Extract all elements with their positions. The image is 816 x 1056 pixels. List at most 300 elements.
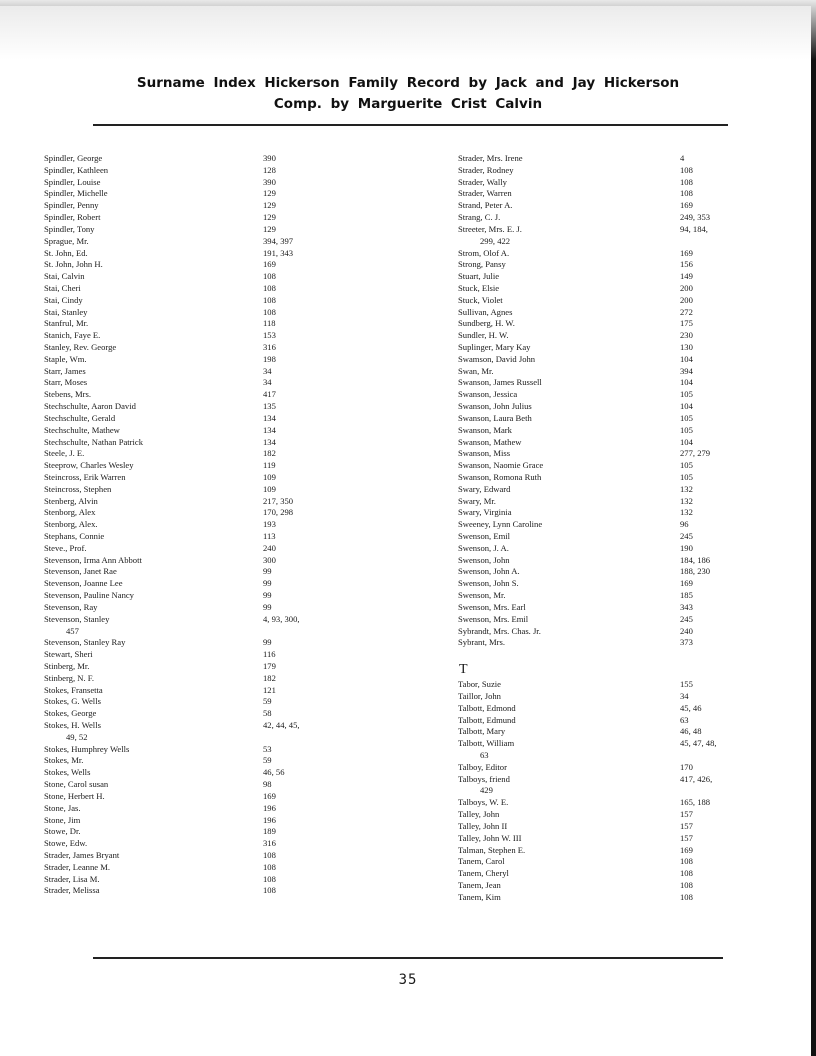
index-entry <box>458 224 748 248</box>
entry-name: Sundberg, H. W. <box>458 318 515 329</box>
entry-name: Swanson, James Russell <box>458 377 542 388</box>
entry-name: Stenberg, Alvin <box>44 495 98 506</box>
index-entry <box>458 856 748 868</box>
entry-pages: 45, 47, 48, <box>680 738 717 749</box>
entry-name: Stevenson, Pauline Nancy <box>44 590 134 601</box>
entry-pages: 134 <box>263 424 276 435</box>
index-entry <box>44 318 324 330</box>
entry-pages: 417, 426, <box>680 773 713 784</box>
entry-name: Swanson, Romona Ruth <box>458 471 542 482</box>
entry-pages: 240 <box>680 625 693 636</box>
entry-name: Spindler, Robert <box>44 212 101 223</box>
entry-name: St. John, Ed. <box>44 247 88 258</box>
entry-pages: 108 <box>263 885 276 896</box>
entry-pages: 185 <box>680 590 693 601</box>
entry-name: Stanfrul, Mr. <box>44 318 89 329</box>
index-entry <box>44 874 324 886</box>
index-entry <box>458 555 748 567</box>
index-entry <box>458 845 748 857</box>
index-entry <box>44 330 324 342</box>
entry-pages-continued: 429 <box>480 785 493 796</box>
entry-pages: 58 <box>263 708 272 719</box>
entry-pages-continued: 49, 52 <box>66 731 88 742</box>
index-entry <box>44 354 324 366</box>
index-entry <box>44 496 324 508</box>
index-entry <box>44 366 324 378</box>
entry-name: Swenson, Emil <box>458 531 511 541</box>
index-entry <box>458 868 748 880</box>
index-entry <box>44 271 324 283</box>
entry-name: Sweeney, Lynn Caroline <box>458 519 543 530</box>
index-entry <box>458 614 748 626</box>
entry-pages: 200 <box>680 294 693 305</box>
entry-name: Strader, Leanne M. <box>44 861 110 872</box>
page-number: 35 <box>398 972 418 988</box>
entry-name: Stokes, Humphrey Wells <box>44 743 130 754</box>
entry-pages: 105 <box>680 389 693 400</box>
index-entry <box>44 543 324 555</box>
entry-name: Swary, Edward <box>458 483 511 494</box>
index-entry <box>458 496 748 508</box>
entry-pages: 130 <box>680 342 693 352</box>
entry-name: Tanem, Jean <box>458 879 501 890</box>
entry-pages: 390 <box>263 176 276 187</box>
entry-name: Sundler, H. W. <box>458 330 509 341</box>
entry-name: Swenson, J. A. <box>458 542 509 553</box>
entry-name: Stenborg, Alex <box>44 507 96 518</box>
entry-name: Strong, Pansy <box>458 259 506 270</box>
entry-pages: 34 <box>680 690 689 701</box>
index-entry <box>458 566 748 578</box>
entry-pages: 99 <box>263 637 272 648</box>
entry-pages: 4 <box>680 153 685 163</box>
entry-name: Stowe, Dr. <box>44 826 81 837</box>
entry-name: Staple, Wm. <box>44 353 87 364</box>
entry-pages: 116 <box>263 649 276 660</box>
entry-pages: 134 <box>263 412 276 423</box>
index-entry <box>458 821 748 833</box>
entry-name: Stechschulte, Aaron David <box>44 401 136 412</box>
entry-pages: 119 <box>263 460 276 471</box>
entry-pages: 196 <box>263 814 276 825</box>
entry-pages: 63 <box>680 714 689 725</box>
index-entry <box>458 437 748 449</box>
index-entry <box>44 425 324 437</box>
entry-pages: 217, 350 <box>263 495 294 506</box>
entry-name: Steeprow, Charles Wesley <box>44 460 134 471</box>
entry-name: Talman, Stephen E. <box>458 844 526 855</box>
entry-pages: 53 <box>263 743 272 754</box>
index-entry <box>44 637 324 649</box>
index-entry <box>44 177 324 189</box>
index-entry <box>44 862 324 874</box>
index-entry <box>458 797 748 809</box>
index-entry <box>458 880 748 892</box>
entry-pages: 108 <box>263 282 276 293</box>
entry-pages: 108 <box>263 306 276 317</box>
entry-pages: 169 <box>263 790 276 801</box>
index-entry <box>458 472 748 484</box>
index-entry <box>458 259 748 271</box>
entry-name: Starr, Moses <box>44 377 88 388</box>
entry-pages: 108 <box>263 294 276 305</box>
entry-pages: 169 <box>680 578 693 589</box>
entry-pages: 191, 343 <box>263 247 294 258</box>
entry-pages: 169 <box>263 259 276 270</box>
index-entry <box>44 519 324 531</box>
index-column-left <box>44 153 324 897</box>
entry-name: Stokes, G. Wells <box>44 696 101 707</box>
entry-name: Stai, Calvin <box>44 271 85 282</box>
entry-pages: 99 <box>263 566 272 577</box>
index-entry <box>458 519 748 531</box>
entry-pages: 155 <box>680 679 693 690</box>
index-entry <box>458 726 748 738</box>
index-entry <box>44 212 324 224</box>
entry-name: Swary, Virginia <box>458 507 512 518</box>
entry-pages: 249, 353 <box>680 212 711 223</box>
index-entry <box>458 283 748 295</box>
entry-name: Stai, Cheri <box>44 282 81 293</box>
entry-name: Talbott, Edmund <box>458 714 516 725</box>
entry-name: Swanson, John Julius <box>458 401 532 412</box>
entry-name: Stowe, Edw. <box>44 838 88 849</box>
entry-name: Strader, Wally <box>458 176 507 187</box>
entry-pages-continued: 299, 422 <box>480 235 511 246</box>
index-entry <box>44 779 324 791</box>
entry-pages: 175 <box>680 318 693 329</box>
index-entry <box>44 555 324 567</box>
entry-name: Stinberg, Mr. <box>44 660 90 671</box>
index-entry <box>44 342 324 354</box>
entry-pages: 196 <box>263 802 276 813</box>
index-entry <box>44 224 324 236</box>
entry-pages: 94, 184, <box>680 223 708 234</box>
index-entry <box>458 590 748 602</box>
index-entry <box>44 307 324 319</box>
entry-pages: 59 <box>263 696 272 707</box>
entry-pages: 240 <box>263 542 276 553</box>
entry-pages: 113 <box>263 531 276 541</box>
index-entry <box>44 389 324 401</box>
index-entry <box>458 212 748 224</box>
entry-name: Talbott, William <box>458 738 515 749</box>
entry-pages: 104 <box>680 401 693 412</box>
entry-name: Talbott, Edmond <box>458 702 516 713</box>
entry-name: Swenson, Mrs. Earl <box>458 601 526 612</box>
document-title: Surname Index Hickerson Family Record by Jack and Jay Hickerson <box>136 75 680 91</box>
entry-name: Strang, C. J. <box>458 212 501 223</box>
entry-pages: 394, 397 <box>263 235 294 246</box>
index-entry <box>44 200 324 212</box>
entry-name: Swamson, David John <box>458 353 536 364</box>
index-entry <box>458 377 748 389</box>
index-entry <box>44 531 324 543</box>
index-entry <box>458 679 748 691</box>
entry-name: Stuart, Julie <box>458 271 500 282</box>
entry-pages: 417 <box>263 389 276 400</box>
index-entry <box>44 590 324 602</box>
index-entry <box>458 602 748 614</box>
entry-name: Stechschulte, Nathan Patrick <box>44 436 144 447</box>
entry-name: Talley, John II <box>458 820 508 831</box>
entry-pages: 4, 93, 300, <box>263 613 300 624</box>
index-entry <box>44 673 324 685</box>
entry-name: Stone, Carol susan <box>44 779 109 790</box>
entry-name: Stokes, George <box>44 708 97 719</box>
index-entry <box>44 259 324 271</box>
index-entry <box>44 767 324 779</box>
index-entry <box>458 738 748 762</box>
entry-name: Stokes, Mr. <box>44 755 84 766</box>
entry-pages: 190 <box>680 542 693 553</box>
entry-pages: 132 <box>680 507 693 518</box>
entry-pages: 179 <box>263 660 276 671</box>
scan-shadow <box>0 0 816 60</box>
entry-name: Sybrant, Mrs. <box>458 637 506 648</box>
index-entry <box>458 366 748 378</box>
entry-name: Stone, Jas. <box>44 802 81 813</box>
index-entry <box>458 762 748 774</box>
index-entry <box>458 774 748 798</box>
entry-pages: 373 <box>680 637 693 648</box>
index-entry <box>458 892 748 904</box>
entry-pages: 156 <box>680 259 693 270</box>
index-entry <box>44 661 324 673</box>
entry-name: Suplinger, Mary Kay <box>458 342 531 352</box>
entry-pages: 108 <box>680 176 693 187</box>
entry-name: Stevenson, Stanley <box>44 613 110 624</box>
entry-pages: 105 <box>680 424 693 435</box>
entry-pages: 99 <box>263 578 272 589</box>
entry-name: Strand, Peter A. <box>458 200 513 211</box>
entry-pages: 135 <box>263 401 276 412</box>
entry-pages: 99 <box>263 590 272 601</box>
entry-name: Sullivan, Agnes <box>458 306 513 317</box>
index-column-right <box>458 153 748 904</box>
entry-name: Sprague, Mr. <box>44 235 89 246</box>
entry-name: Stokes, Wells <box>44 767 91 778</box>
entry-name: Swenson, Mr. <box>458 590 506 601</box>
index-entry <box>44 413 324 425</box>
index-entry <box>44 236 324 248</box>
index-entry <box>458 330 748 342</box>
entry-pages: 104 <box>680 436 693 447</box>
entry-pages: 108 <box>680 856 693 867</box>
entry-name: Stevenson, Irma Ann Abbott <box>44 554 142 565</box>
entry-pages: 170, 298 <box>263 507 294 518</box>
index-entry <box>44 377 324 389</box>
index-entry <box>458 691 748 703</box>
entry-pages: 34 <box>263 377 272 388</box>
entry-pages: 165, 188 <box>680 797 711 808</box>
index-entry <box>458 809 748 821</box>
index-entry <box>44 803 324 815</box>
index-entry <box>458 200 748 212</box>
entry-name: Swanson, Naomie Grace <box>458 460 544 471</box>
index-entry <box>458 307 748 319</box>
index-entry <box>44 838 324 850</box>
index-entry <box>44 885 324 897</box>
index-entry <box>458 507 748 519</box>
index-entry <box>44 437 324 449</box>
entry-pages: 200 <box>680 282 693 293</box>
entry-name: Talbott, Mary <box>458 726 506 737</box>
entry-name: Swanson, Miss <box>458 448 511 459</box>
index-entry <box>44 826 324 838</box>
entry-pages: 104 <box>680 353 693 364</box>
index-entry <box>44 248 324 260</box>
entry-pages: 272 <box>680 306 693 317</box>
index-entry <box>44 614 324 638</box>
entry-pages: 128 <box>263 164 276 175</box>
index-entry <box>44 685 324 697</box>
entry-name: Stai, Stanley <box>44 306 88 317</box>
entry-name: Stewart, Sheri <box>44 649 93 660</box>
entry-name: Starr, James <box>44 365 86 376</box>
entry-name: Steve., Prof. <box>44 542 87 553</box>
entry-name: Spindler, Louise <box>44 176 101 187</box>
entry-name: Stechschulte, Gerald <box>44 412 116 423</box>
entry-pages: 46, 56 <box>263 767 285 778</box>
index-entry <box>458 703 748 715</box>
index-entry <box>458 413 748 425</box>
entry-name: Stevenson, Joanne Lee <box>44 578 123 589</box>
entry-name: Swenson, John S. <box>458 578 519 589</box>
entry-pages: 42, 44, 45, <box>263 720 300 730</box>
entry-name: Swanson, Mark <box>458 424 512 435</box>
index-entry <box>44 744 324 756</box>
entry-pages: 157 <box>680 832 693 843</box>
entry-name: Talboy, Editor <box>458 761 507 772</box>
entry-name: Stokes, H. Wells <box>44 720 101 730</box>
entry-pages: 300 <box>263 554 276 565</box>
entry-pages: 277, 279 <box>680 448 711 459</box>
section-letter-heading: T <box>459 662 468 678</box>
entry-pages: 182 <box>263 448 276 459</box>
index-entry <box>458 637 748 649</box>
entry-pages: 108 <box>680 868 693 879</box>
entry-name: Sybrandt, Mrs. Chas. Jr. <box>458 625 541 636</box>
entry-name: Spindler, Tony <box>44 223 95 234</box>
entry-pages: 316 <box>263 342 276 352</box>
index-entry <box>458 543 748 555</box>
entry-name: Stinberg, N. F. <box>44 672 95 683</box>
entry-name: Steincross, Stephen <box>44 483 112 494</box>
entry-pages: 108 <box>263 861 276 872</box>
entry-name: Talboys, W. E. <box>458 797 509 808</box>
entry-name: Stechschulte, Mathew <box>44 424 120 435</box>
index-entry <box>44 649 324 661</box>
entry-name: Strader, Melissa <box>44 885 100 896</box>
index-entry <box>44 720 324 744</box>
entry-name: Steincross, Erik Warren <box>44 471 126 482</box>
entry-name: Streeter, Mrs. E. J. <box>458 223 522 234</box>
entry-name: Swanson, Jessica <box>458 389 518 400</box>
entry-name: Swenson, Mrs. Emil <box>458 613 529 624</box>
entry-pages: 343 <box>680 601 693 612</box>
index-entry <box>44 460 324 472</box>
entry-name: Spindler, George <box>44 153 103 163</box>
entry-pages: 189 <box>263 826 276 837</box>
index-entry <box>458 484 748 496</box>
entry-pages: 109 <box>263 471 276 482</box>
entry-pages: 245 <box>680 613 693 624</box>
entry-pages: 96 <box>680 519 689 530</box>
entry-pages: 394 <box>680 365 693 376</box>
index-entry <box>458 401 748 413</box>
entry-name: Swanson, Laura Beth <box>458 412 532 423</box>
index-entry <box>458 271 748 283</box>
entry-name: Stevenson, Ray <box>44 601 98 612</box>
entry-name: Strader, James Bryant <box>44 849 120 860</box>
index-entry <box>44 188 324 200</box>
entry-pages: 157 <box>680 820 693 831</box>
entry-name: Spindler, Penny <box>44 200 99 211</box>
entry-name: Stevenson, Stanley Ray <box>44 637 126 648</box>
index-entry <box>458 448 748 460</box>
index-entry <box>458 460 748 472</box>
entry-name: Stenborg, Alex. <box>44 519 98 530</box>
entry-pages: 59 <box>263 755 272 766</box>
entry-name: Tanem, Kim <box>458 891 501 902</box>
entry-name: Strader, Warren <box>458 188 512 199</box>
entry-name: Stuck, Violet <box>458 294 503 305</box>
entry-name: Tabor, Suzie <box>458 679 501 690</box>
index-entry <box>44 755 324 767</box>
index-entry <box>44 602 324 614</box>
entry-name: Stevenson, Janet Rae <box>44 566 117 577</box>
entry-pages: 149 <box>680 271 693 282</box>
entry-name: Swenson, John <box>458 554 510 565</box>
entry-pages: 193 <box>263 519 276 530</box>
entry-pages: 169 <box>680 844 693 855</box>
entry-name: Strader, Rodney <box>458 164 514 175</box>
index-entry <box>44 696 324 708</box>
entry-pages: 98 <box>263 779 272 790</box>
index-entry <box>44 401 324 413</box>
entry-pages: 34 <box>263 365 272 376</box>
entry-pages: 129 <box>263 188 276 199</box>
entry-pages-continued: 63 <box>480 750 489 760</box>
entry-pages: 169 <box>680 200 693 211</box>
header-rule <box>93 124 728 126</box>
entry-pages: 108 <box>680 164 693 175</box>
index-entry <box>44 578 324 590</box>
entry-name: Spindler, Michelle <box>44 188 108 199</box>
section-gap <box>458 649 748 661</box>
entry-pages: 108 <box>680 188 693 199</box>
entry-name: Stebens, Mrs. <box>44 389 92 400</box>
index-entry <box>44 507 324 519</box>
entry-name: Stokes, Fransetta <box>44 684 103 695</box>
index-entry <box>458 165 748 177</box>
entry-name: Swan, Mr. <box>458 365 494 376</box>
entry-name: Steele, J. E. <box>44 448 85 459</box>
index-entry <box>458 389 748 401</box>
entry-pages: 105 <box>680 471 693 482</box>
entry-pages: 169 <box>680 247 693 258</box>
entry-pages: 118 <box>263 318 276 329</box>
entry-name: Stone, Jim <box>44 814 81 825</box>
entry-pages: 316 <box>263 838 276 849</box>
index-entry <box>44 448 324 460</box>
entry-pages: 104 <box>680 377 693 388</box>
entry-name: Strom, Olof A. <box>458 247 510 258</box>
entry-name: Stephans, Connie <box>44 531 105 541</box>
index-entry <box>44 815 324 827</box>
entry-name: Strader, Mrs. Irene <box>458 153 523 163</box>
